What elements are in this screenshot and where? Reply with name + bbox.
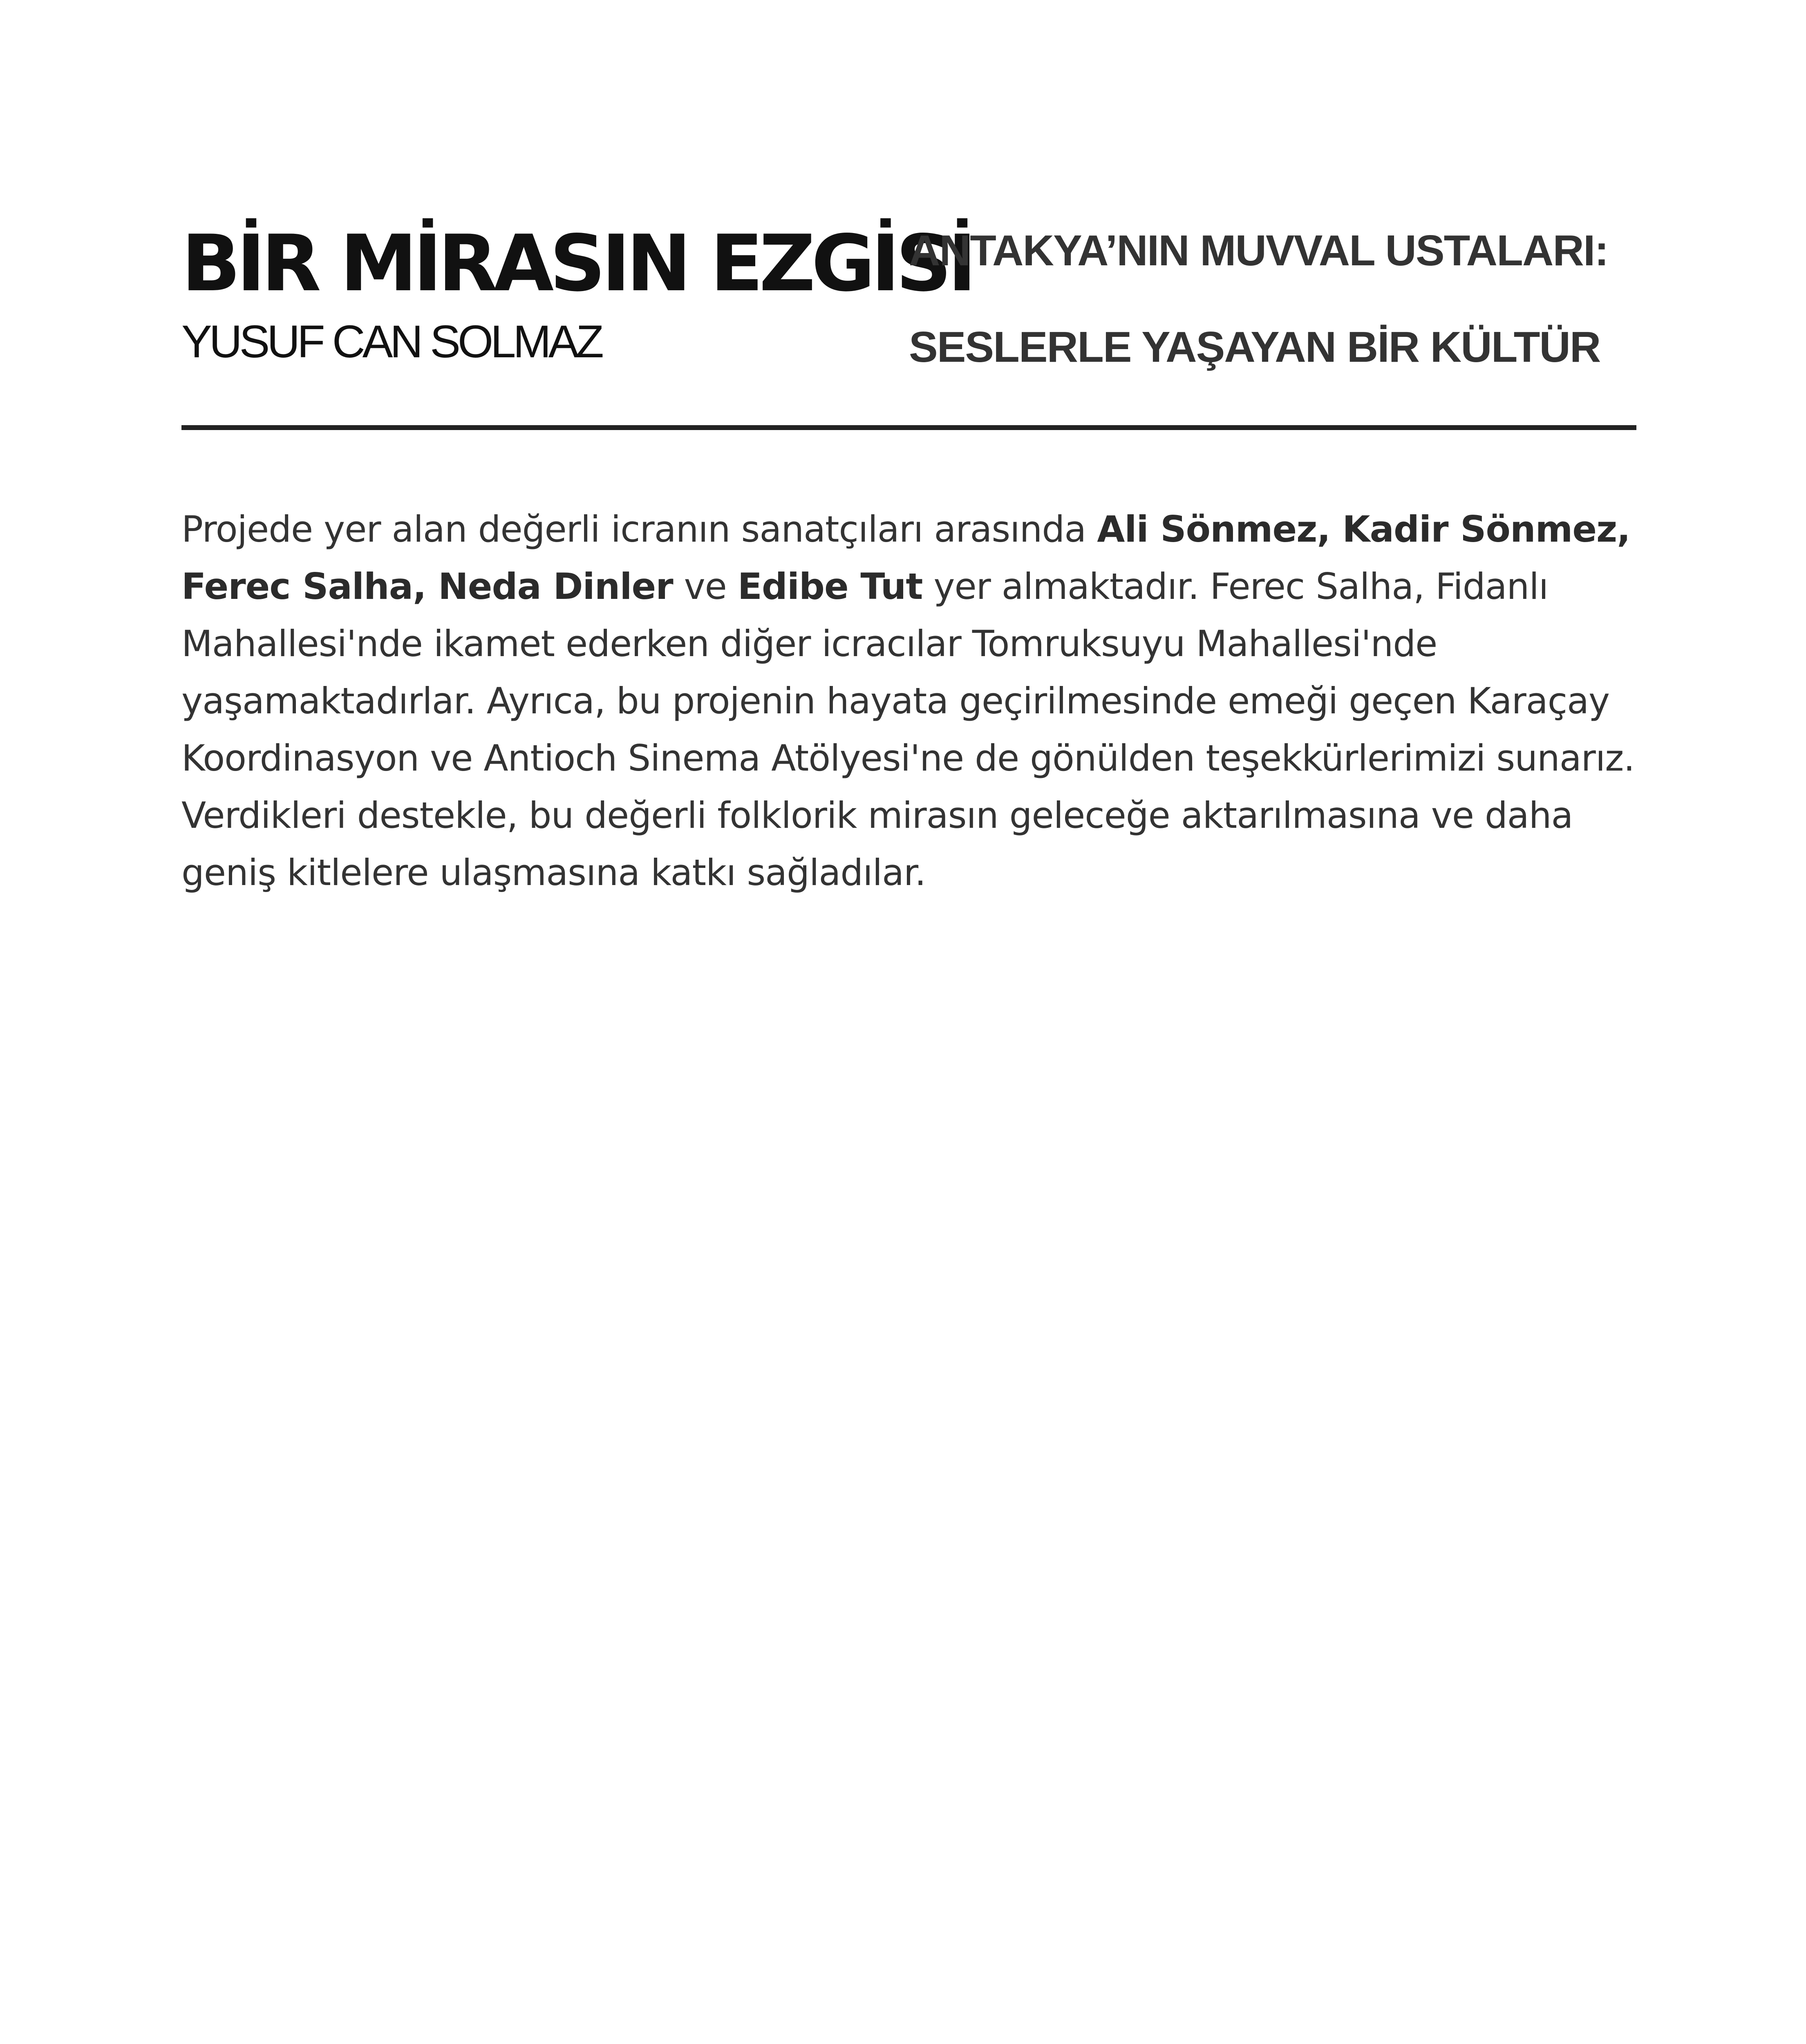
subtitle-line-2: SESLERLE YAŞAYAN BİR KÜLTÜR: [909, 323, 1600, 371]
page-header: [181, 213, 1636, 433]
performer-names-1: Ali Sönmez, Kadir Sönmez, Ferec Salha, Neda Dinler: [181, 508, 1630, 607]
body-text-part-1: Projede yer alan değerli icranın sanatçıları arasında: [181, 508, 1097, 550]
title-block: [181, 213, 973, 367]
header-divider: [181, 425, 1636, 430]
body-text-part-2: ve: [673, 565, 738, 607]
body-text-part-3: yer almaktadır. Ferec Salha, Fidanlı Mahallesi'nde ikamet ederken diğer icracılar Tomruksuyu Mahallesi'nde yaşamaktadırlar. Ayrıca, bu projenin hayata geçirilmesinde emeği geçen Karaçay Koordinasyon ve Antioch Sinema Atölyesi'ne de gönülden teşekkürlerimizi sunarız. Verdikleri destekle, bu değerli folklorik mirasın geleceğe aktarılmasına ve daha geniş kitlelere ulaşmasına katkı sağladılar.: [181, 565, 1635, 894]
subtitle-block: [909, 226, 1645, 371]
body-paragraph: [181, 501, 1653, 901]
subtitle-line-1: ANTAKYA’NIN MUVVAL USTALARI:: [909, 226, 1608, 275]
performer-names-2: Edibe Tut: [737, 565, 923, 607]
author-name: YUSUF CAN SOLMAZ: [181, 316, 601, 367]
main-title: BİR MİRASIN EZGİSİ: [181, 218, 973, 309]
